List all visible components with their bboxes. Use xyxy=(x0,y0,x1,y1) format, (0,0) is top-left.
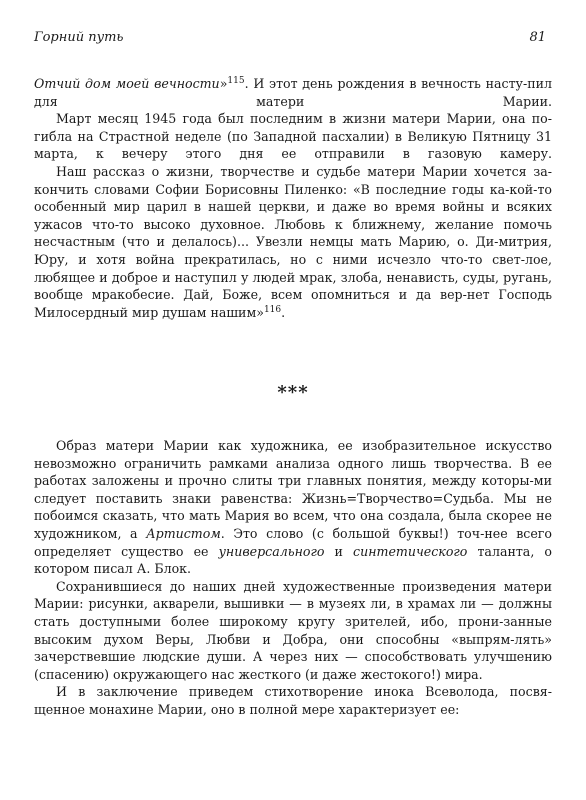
paragraph: Отчий дом моей вечности»$^{115}$. И этот день рождения в вечность насту-пил для матери Марии. xyxy=(34,76,552,109)
text-block-bottom xyxy=(34,437,552,719)
paragraph: Сохранившиеся до наших дней художественные произведения матери Марии: рисунки, акварели, вышивки — в музеях ли, в храмах ли — должны стать доступными более широкому кругу зрителей, ибо, прони-занные высоким духом Веры, Любви и Добра, они способны «выпрям-лять» зачерствевшие людские души. А через них — способствовать улучшению (спасению) окружающего нас жесткого (и даже жестокого!) мира. xyxy=(34,578,552,682)
footnote-ref: 116 xyxy=(263,304,282,315)
paragraph: И в заключение приведем стихотворение инока Всеволода, посвя-щенное монахине Марии, оно в полной мере характеризует ее: xyxy=(34,684,552,717)
text-block-top xyxy=(34,75,552,321)
paragraph: Наш рассказ о жизни, творчестве и судьбе матери Марии хочется за-кончить словами Софии Борисовны Пиленко: «В последние годы ка-кой-то особенный мир царил в нашей церкви, и даже во время войны и всяких ужасов что-то высоко духовное. Любовь к ближнему, желание помочь несчастным (что и делалось)... Увезли немцы мать Марию, о. Ди-митрия, Юру, и хотя война прекратилась, но с ними исчезло что-то свет-лое, любящее и доброе и наступил у людей мрак, злоба, ненависть, суды, ругань, вообще мракобесие. Дай, Боже, всем опомниться и да вер-нет Господь Милосердный мир душам нашим»$^{116}$. xyxy=(34,163,552,320)
paragraph: Март месяц 1945 года был последним в жизни матери Марии, она по-гибла на Страстной неделе (по Западной пасхалии) в Великую Пятницу 31 марта, к вечеру этого дня ее отправили в газовую камеру. xyxy=(34,111,552,162)
paragraph: Образ матери Марии как художника, ее изобразительное искусство невозможно ограничить рамками анализа одного лишь творчества. В ее работах заложены и прочно слиты три главных понятия, между которы-ми следует поставить знаки равенства: Жизнь=Творчество=Судьба. Мы не побоимся сказать, что мать Мария во всем, что она создала, была скорее не художником, а Артистом. Это слово (с большой буквы!) точ-нее всего определяет существо ее универсального и синтетического таланта, о котором писал А. Блок. xyxy=(34,438,553,577)
footnote-ref: 115 xyxy=(227,76,245,86)
running-title: Горний путь xyxy=(34,30,124,45)
page-number: 81 xyxy=(529,30,546,45)
running-header xyxy=(34,30,546,45)
section-separator: *** xyxy=(277,382,309,403)
